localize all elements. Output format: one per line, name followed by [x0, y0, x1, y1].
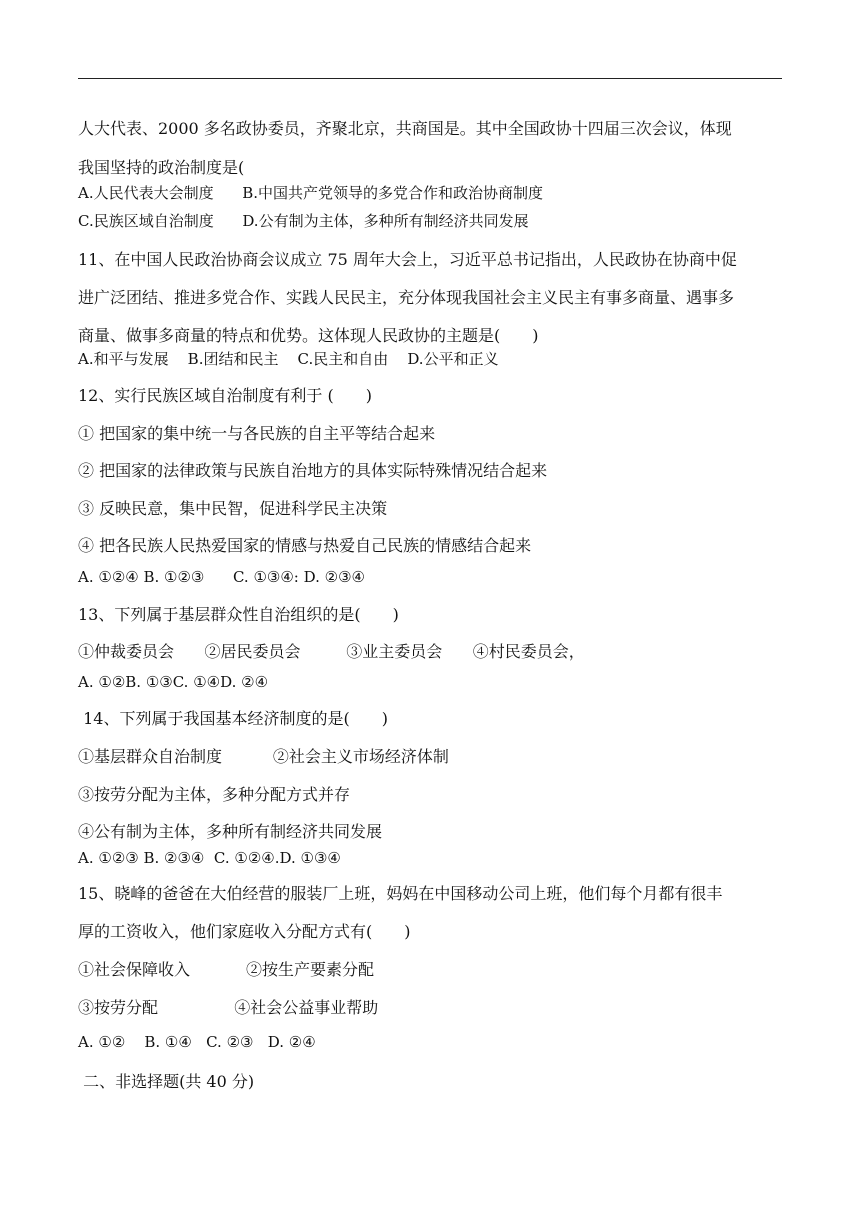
q11-stem-line-1: 11、在中国人民政治协商会议成立 75 周年大会上，习近平总书记指出，人民政协在协商中促 [78, 250, 737, 269]
q12-options: A. ①②④ B. ①②③ C. ①③④: D. ②③④ [78, 568, 365, 586]
q10-options-line-2: C.民族区域自治制度 D.公有制为主体，多种所有制经济共同发展 [78, 212, 529, 230]
q11-options: A.和平与发展 B.团结和民主 C.民主和自由 D.公平和正义 [78, 350, 499, 368]
q15-items-1-2: ①社会保障收入 ②按生产要素分配 [78, 960, 374, 979]
q13-options: A. ①②B. ①③C. ①④D. ②④ [78, 673, 269, 691]
q14-item-3: ③按劳分配为主体，多种分配方式并存 [78, 785, 351, 804]
q14-options: A. ①②③ B. ②③④ C. ①②④.D. ①③④ [78, 849, 341, 867]
q12-item-1: ① 把国家的集中统一与各民族的自主平等结合起来 [78, 424, 436, 443]
q15-items-3-4: ③按劳分配 ④社会公益事业帮助 [78, 998, 379, 1017]
q12-item-2: ② 把国家的法律政策与民族自治地方的具体实际特殊情况结合起来 [78, 461, 548, 480]
q10-options-line-1: A.人民代表大会制度 B.中国共产党领导的多党合作和政治协商制度 [78, 184, 544, 202]
q15-stem-line-2: 厚的工资收入，他们家庭收入分配方式有( ) [78, 922, 411, 941]
q11-stem-line-2: 进广泛团结、推进多党合作、实践人民民主，充分体现我国社会主义民主有事多商量、遇事多 [78, 288, 735, 307]
header-rule [78, 78, 782, 79]
section-2-heading: 二、非选择题(共 40 分) [78, 1072, 255, 1091]
q15-stem-line-1: 15、晓峰的爸爸在大伯经营的服装厂上班，妈妈在中国移动公司上班，他们每个月都有很丰 [78, 884, 723, 903]
q12-item-3: ③ 反映民意，集中民智，促进科学民主决策 [78, 499, 388, 518]
q12-item-4: ④ 把各民族人民热爱国家的情感与热爱自己民族的情感结合起来 [78, 536, 532, 555]
q13-items: ①仲裁委员会 ②居民委员会 ③业主委员会 ④村民委员会， [78, 642, 585, 661]
q14-items-1-2: ①基层群众自治制度 ②社会主义市场经济体制 [78, 747, 449, 766]
q11-stem-line-3: 商量、做事多商量的特点和优势。这体现人民政协的主题是( ) [78, 326, 539, 345]
q13-stem: 13、下列属于基层群众性自治组织的是( ) [78, 605, 399, 624]
q14-stem: 14、下列属于我国基本经济制度的是( ) [78, 709, 388, 728]
q10-stem-line-1: 人大代表、2000 多名政协委员，齐聚北京，共商国是。其中全国政协十四届三次会议，体现 [78, 119, 732, 138]
q10-stem-line-2: 我国坚持的政治制度是( [78, 158, 245, 177]
q14-item-4: ④公有制为主体，多种所有制经济共同发展 [78, 822, 383, 841]
q15-options: A. ①② B. ①④ C. ②③ D. ②④ [78, 1033, 316, 1051]
q12-stem: 12、实行民族区域自治制度有利于 ( ) [78, 386, 372, 405]
